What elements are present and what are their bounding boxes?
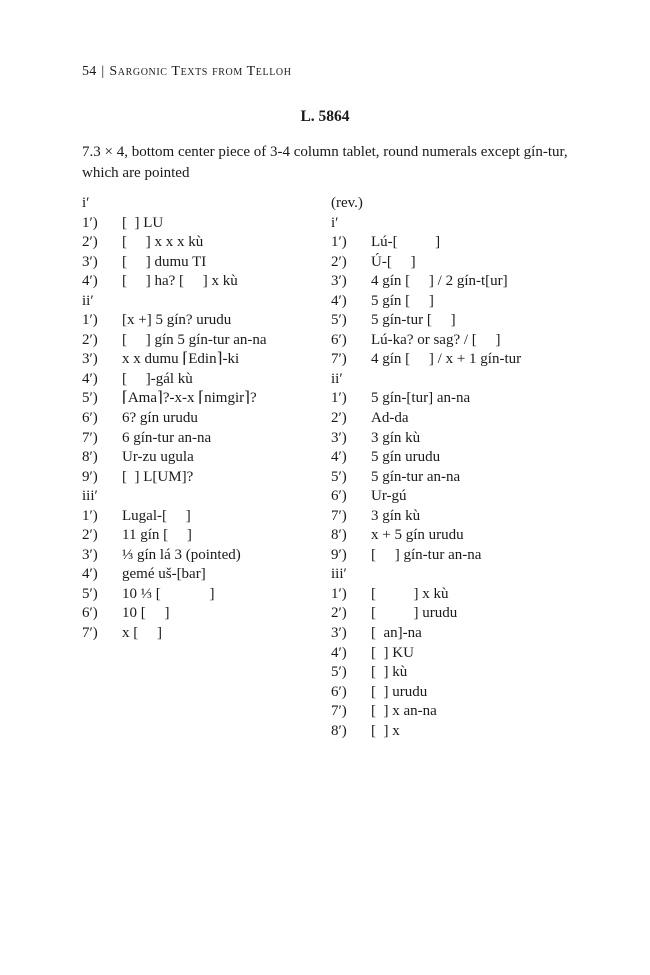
line-number: 5′) (82, 390, 98, 407)
line-number: 8′) (331, 722, 347, 739)
transliteration-line (82, 546, 312, 566)
line-text: Ur-gú (371, 488, 407, 505)
line-text: 10 ⅓ [ ] (122, 585, 215, 602)
line-text: [ ] ha? [ ] x kù (122, 273, 238, 290)
line-number: 2′) (82, 234, 98, 251)
line-text: [ ] KU (371, 644, 414, 661)
line-number: 8′) (82, 449, 98, 466)
line-number: 4′) (331, 292, 347, 309)
transliteration-line (331, 546, 591, 566)
transliteration-line (82, 585, 312, 605)
line-number: 1′) (82, 312, 98, 329)
line-text: [ ] kù (371, 664, 408, 681)
line-text: 4 gín [ ] / x + 1 gín-tur (371, 351, 522, 368)
line-text: gemé uš-[bar] (122, 566, 206, 583)
line-number: 6′) (82, 410, 98, 427)
line-text: ⌈Ama⌉?-x-x ⌈nimgir⌉? (122, 390, 257, 407)
line-text: Lugal-[ ] (122, 507, 191, 524)
line-text: Ú-[ ] (371, 253, 416, 270)
transliteration-line (82, 429, 312, 449)
transliteration-line (82, 409, 312, 429)
line-text: Lú-ka? or sag? / [ ] (371, 331, 501, 348)
tablet-description: 7.3 × 4, bottom center piece of 3-4 column tablet, round numerals except gín-tur, which are pointed (82, 144, 568, 181)
transliteration-line (331, 624, 591, 644)
line-text: ii′ (82, 292, 94, 309)
line-text: [ an]-na (371, 625, 422, 642)
line-number: 7′) (331, 703, 347, 720)
line-number: 6′) (331, 488, 347, 505)
transliteration-line (331, 722, 591, 742)
line-text: 10 [ ] (122, 605, 170, 622)
section-heading (82, 194, 312, 214)
section-heading (82, 487, 312, 507)
line-number: 2′) (331, 410, 347, 427)
line-number: 2′) (82, 331, 98, 348)
transliteration-line (331, 350, 591, 370)
transliteration-line (82, 604, 312, 624)
line-text: 6? gín urudu (122, 410, 198, 427)
transliteration-line (82, 253, 312, 273)
line-number: 2′) (82, 527, 98, 544)
transliteration-line (82, 311, 312, 331)
line-number: 3′) (331, 625, 347, 642)
line-text: [ ] gín 5 gín-tur an-na (122, 331, 267, 348)
line-number: 3′) (331, 429, 347, 446)
transliteration-line (82, 448, 312, 468)
section-heading (82, 292, 312, 312)
line-text: [ ] urudu (371, 683, 428, 700)
transliteration-line (331, 644, 591, 664)
transliteration-line (331, 292, 591, 312)
line-text: Ur-zu ugula (122, 449, 194, 466)
line-text: 5 gín-tur [ ] (371, 312, 456, 329)
transliteration-line (331, 409, 591, 429)
transliteration-line (331, 604, 591, 624)
line-number: 5′) (82, 585, 98, 602)
transliteration-line (82, 526, 312, 546)
transliteration-line (82, 331, 312, 351)
transliteration-line (331, 272, 591, 292)
line-number: 7′) (331, 507, 347, 524)
line-text: x + 5 gín urudu (371, 527, 464, 544)
line-number: 2′) (331, 605, 347, 622)
line-number: 6′) (331, 683, 347, 700)
running-head (82, 64, 292, 80)
transliteration-line (82, 389, 312, 409)
transliteration-line (331, 468, 591, 488)
line-number: 5′) (331, 468, 347, 485)
page-number: 54 (82, 64, 97, 79)
transliteration-line (82, 233, 312, 253)
transliteration-line (331, 448, 591, 468)
line-text: Ad-da (371, 410, 409, 427)
line-text: ii′ (331, 370, 343, 387)
line-text: [ ] dumu TI (122, 253, 207, 270)
line-text: (rev.) (331, 195, 363, 211)
line-number: 3′) (331, 273, 347, 290)
transliteration-line (331, 311, 591, 331)
transliteration-line (82, 370, 312, 390)
transliteration-line (82, 565, 312, 585)
line-text: [ ] urudu (371, 605, 458, 622)
transliteration-line (82, 624, 312, 644)
transliteration-line (331, 663, 591, 683)
line-number: 2′) (331, 253, 347, 270)
line-text: 3 gín kù (371, 507, 421, 524)
line-text: 11 gín [ ] (122, 527, 192, 544)
line-number: 3′) (82, 546, 98, 563)
line-number: 7′) (331, 351, 347, 368)
line-text: 5 gín [ ] (371, 292, 434, 309)
section-heading (331, 370, 591, 390)
line-text: [ ] gín-tur an-na (371, 546, 482, 563)
line-number: 6′) (82, 605, 98, 622)
line-text: [x +] 5 gín? urudu (122, 312, 232, 329)
transliteration-line (331, 429, 591, 449)
section-heading (331, 194, 591, 214)
line-text: i′ (82, 195, 90, 211)
transliteration-line (331, 702, 591, 722)
transliteration-line (331, 526, 591, 546)
reverse-column (331, 194, 591, 741)
transliteration-line (82, 350, 312, 370)
line-number: 4′) (82, 566, 98, 583)
line-text: i′ (331, 214, 339, 231)
transliteration-line (331, 233, 591, 253)
line-number: 7′) (82, 429, 98, 446)
line-number: 3′) (82, 253, 98, 270)
line-number: 5′) (331, 664, 347, 681)
line-number: 7′) (82, 625, 98, 642)
line-text: iii′ (331, 566, 347, 583)
transliteration-line (331, 487, 591, 507)
line-text: 5 gín-tur an-na (371, 468, 461, 485)
line-text: 5 gín-[tur] an-na (371, 390, 471, 407)
section-heading (331, 214, 591, 234)
tablet-title: L. 5864 (300, 108, 350, 125)
line-text: [ ] x (371, 722, 400, 739)
line-text: [ ] LU (122, 214, 164, 231)
transliteration-line (331, 683, 591, 703)
line-number: 8′) (331, 527, 347, 544)
obverse-column (82, 194, 312, 644)
transliteration-line (331, 389, 591, 409)
line-number: 1′) (82, 507, 98, 524)
line-text: x [ ] (122, 625, 162, 642)
section-heading (331, 565, 591, 585)
transliteration-line (82, 507, 312, 527)
line-number: 6′) (331, 331, 347, 348)
line-number: 4′) (331, 644, 347, 661)
line-text: Lú-[ ] (371, 234, 441, 251)
line-text: [ ] L[UM]? (122, 468, 194, 485)
line-number: 4′) (82, 370, 98, 387)
header-separator: | (101, 64, 105, 79)
transliteration-line (82, 214, 312, 234)
book-title: Sargonic Texts from Telloh (109, 64, 292, 79)
transliteration-line (331, 331, 591, 351)
line-number: 5′) (331, 312, 347, 329)
line-text: 4 gín [ ] / 2 gín-t[ur] (371, 273, 508, 290)
line-text: [ ] x an-na (371, 703, 437, 720)
line-text: [ ] x x x kù (122, 234, 204, 251)
line-text: ⅓ gín lá 3 (pointed) (122, 546, 241, 563)
transliteration-line (331, 507, 591, 527)
line-number: 9′) (82, 468, 98, 485)
line-number: 3′) (82, 351, 98, 368)
line-text: [ ] x kù (371, 585, 449, 602)
line-text: iii′ (82, 488, 98, 505)
transliteration-line (331, 585, 591, 605)
line-number: 1′) (82, 214, 98, 231)
line-text: 3 gín kù (371, 429, 421, 446)
line-number: 4′) (331, 449, 347, 466)
transliteration-line (82, 272, 312, 292)
line-text: 5 gín urudu (371, 449, 441, 466)
line-number: 4′) (82, 273, 98, 290)
line-text: x x dumu ⌈Edin⌉-ki (122, 351, 240, 368)
line-number: 1′) (331, 234, 347, 251)
line-text: 6 gín-tur an-na (122, 429, 212, 446)
line-number: 1′) (331, 390, 347, 407)
transliteration-line (331, 253, 591, 273)
transliteration-line (82, 468, 312, 488)
line-number: 9′) (331, 546, 347, 563)
line-number: 1′) (331, 585, 347, 602)
line-text: [ ]-gál kù (122, 370, 193, 387)
